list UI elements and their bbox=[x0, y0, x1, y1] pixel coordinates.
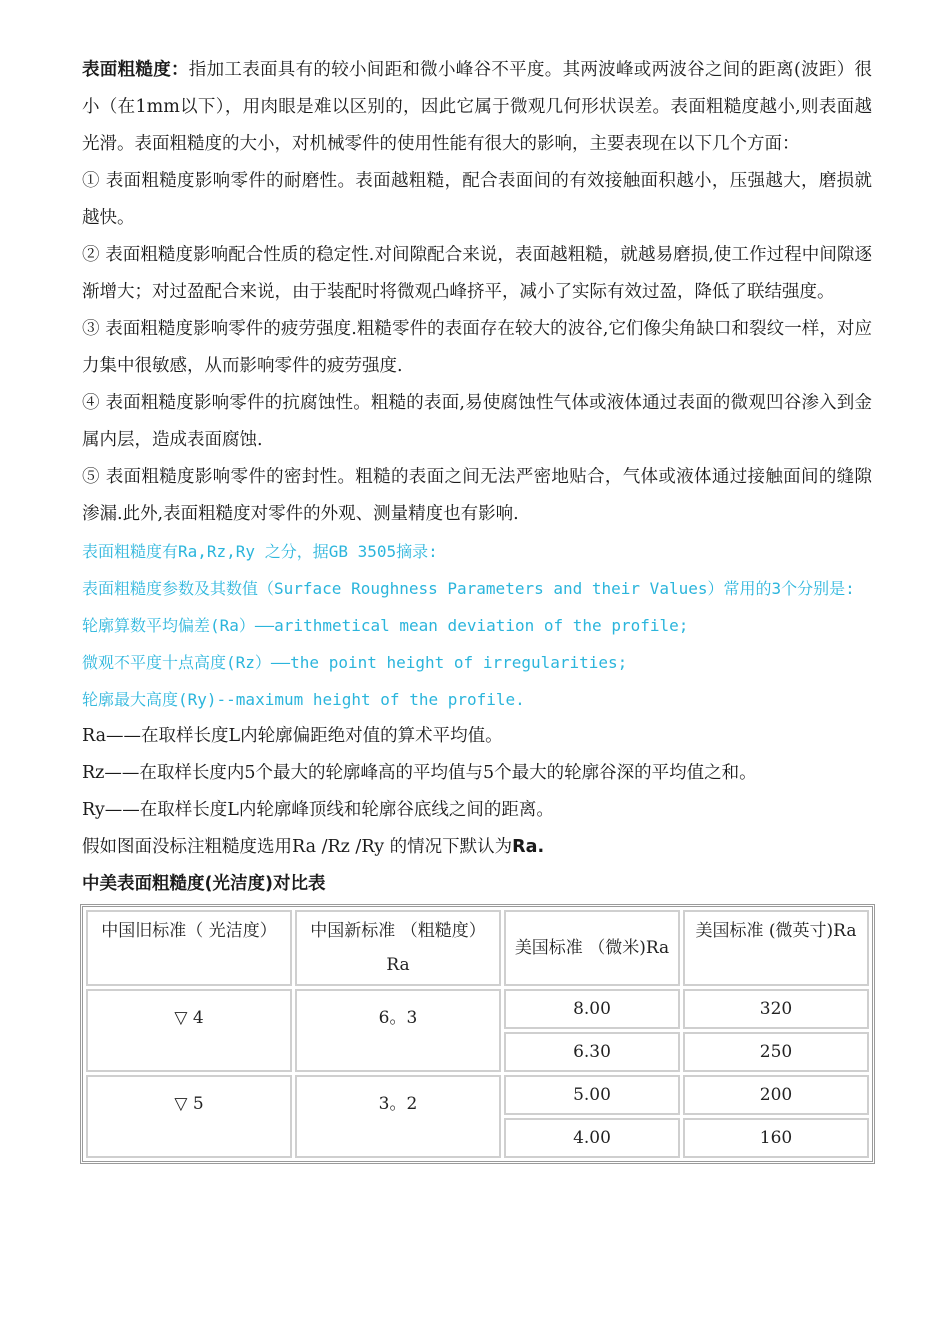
intro-paragraph bbox=[82, 52, 872, 163]
china-old-grade: ▽ 4 bbox=[86, 989, 292, 1072]
effect-item-1: ① 表面粗糙度影响零件的耐磨性。表面越粗糙，配合表面间的有效接触面积越小，压强越大，磨损就越快。 bbox=[82, 171, 872, 228]
rz-definition-en: 微观不平度十点高度(Rz）——the point height of irregularities; bbox=[82, 653, 628, 672]
table-row bbox=[86, 1075, 869, 1115]
rz-definition: Rz——在取样长度内5个最大的轮廓峰高的平均值与5个最大的轮廓谷深的平均值之和。 bbox=[82, 763, 757, 783]
china-new-ra: 6。3 bbox=[295, 989, 501, 1072]
ra-definition: Ra——在取样长度L内轮廓偏距绝对值的算术平均值。 bbox=[82, 726, 503, 746]
ry-definition: Ry——在取样长度L内轮廓峰顶线和轮廓谷底线之间的距离。 bbox=[82, 800, 554, 820]
us-microinch-value: 320 bbox=[683, 989, 869, 1029]
us-micron-value: 6.30 bbox=[504, 1032, 680, 1072]
us-microinch-value: 250 bbox=[683, 1032, 869, 1072]
effect-item-5: ⑤ 表面粗糙度影响零件的密封性。粗糙的表面之间无法严密地贴合，气体或液体通过接触面间的缝隙渗漏.此外,表面粗糙度对零件的外观、测量精度也有影响. bbox=[82, 467, 872, 524]
default-note-bold: Ra. bbox=[512, 837, 545, 857]
effect-item-4: ④ 表面粗糙度影响零件的抗腐蚀性。粗糙的表面,易使腐蚀性气体或液体通过表面的微观凹谷渗入到金属内层，造成表面腐蚀. bbox=[82, 393, 872, 450]
table-title: 中美表面粗糙度(光洁度)对比表 bbox=[82, 874, 326, 894]
table-row bbox=[86, 989, 869, 1029]
document-page bbox=[82, 52, 872, 1164]
header-china-new: 中国新标准 （粗糙度）Ra bbox=[295, 910, 501, 986]
effect-item-3: ③ 表面粗糙度影响零件的疲劳强度.粗糙零件的表面存在较大的波谷,它们像尖角缺口和裂纹一样，对应力集中很敏感，从而影响零件的疲劳强度. bbox=[82, 319, 872, 376]
term-label: 表面粗糙度： bbox=[82, 60, 189, 80]
roughness-comparison-table bbox=[80, 904, 875, 1164]
us-micron-value: 4.00 bbox=[504, 1118, 680, 1158]
china-old-grade: ▽ 5 bbox=[86, 1075, 292, 1158]
header-us-micron: 美国标准 （微米)Ra bbox=[504, 910, 680, 986]
china-new-ra: 3。2 bbox=[295, 1075, 501, 1158]
header-china-old: 中国旧标准（ 光洁度） bbox=[86, 910, 292, 986]
us-microinch-value: 200 bbox=[683, 1075, 869, 1115]
us-micron-value: 8.00 bbox=[504, 989, 680, 1029]
default-note bbox=[82, 829, 872, 866]
intro-text: 指加工表面具有的较小间距和微小峰谷不平度。其两波峰或两波谷之间的距离(波距）很小（在1mm以下），用肉眼是难以区别的，因此它属于微观几何形状误差。表面粗糙度越小,则表面越光滑。表面粗糙度的大小，对机械零件的使用性能有很大的影响，主要表现在以下几个方面： bbox=[82, 60, 872, 154]
us-micron-value: 5.00 bbox=[504, 1075, 680, 1115]
parameters-line: 表面粗糙度参数及其数值（Surface Roughness Parameters and their Values）常用的3个分别是: bbox=[82, 579, 855, 598]
table-header-row bbox=[86, 910, 869, 986]
ra-definition-en: 轮廓算数平均偏差(Ra）——arithmetical mean deviation of the profile; bbox=[82, 616, 689, 635]
default-note-text: 假如图面没标注粗糙度选用Ra /Rz /Ry 的情况下默认为 bbox=[82, 837, 513, 857]
gb-excerpt-line: 表面粗糙度有Ra,Rz,Ry 之分，据GB 3505摘录: bbox=[82, 542, 438, 561]
header-us-microinch: 美国标准 (微英寸)Ra bbox=[683, 910, 869, 986]
ry-definition-en: 轮廓最大高度(Ry)--maximum height of the profile. bbox=[82, 690, 525, 709]
effect-item-2: ② 表面粗糙度影响配合性质的稳定性.对间隙配合来说，表面越粗糙，就越易磨损,使工作过程中间隙逐渐增大；对过盈配合来说，由于装配时将微观凸峰挤平，减小了实际有效过盈，降低了联结强度。 bbox=[82, 245, 872, 302]
us-microinch-value: 160 bbox=[683, 1118, 869, 1158]
